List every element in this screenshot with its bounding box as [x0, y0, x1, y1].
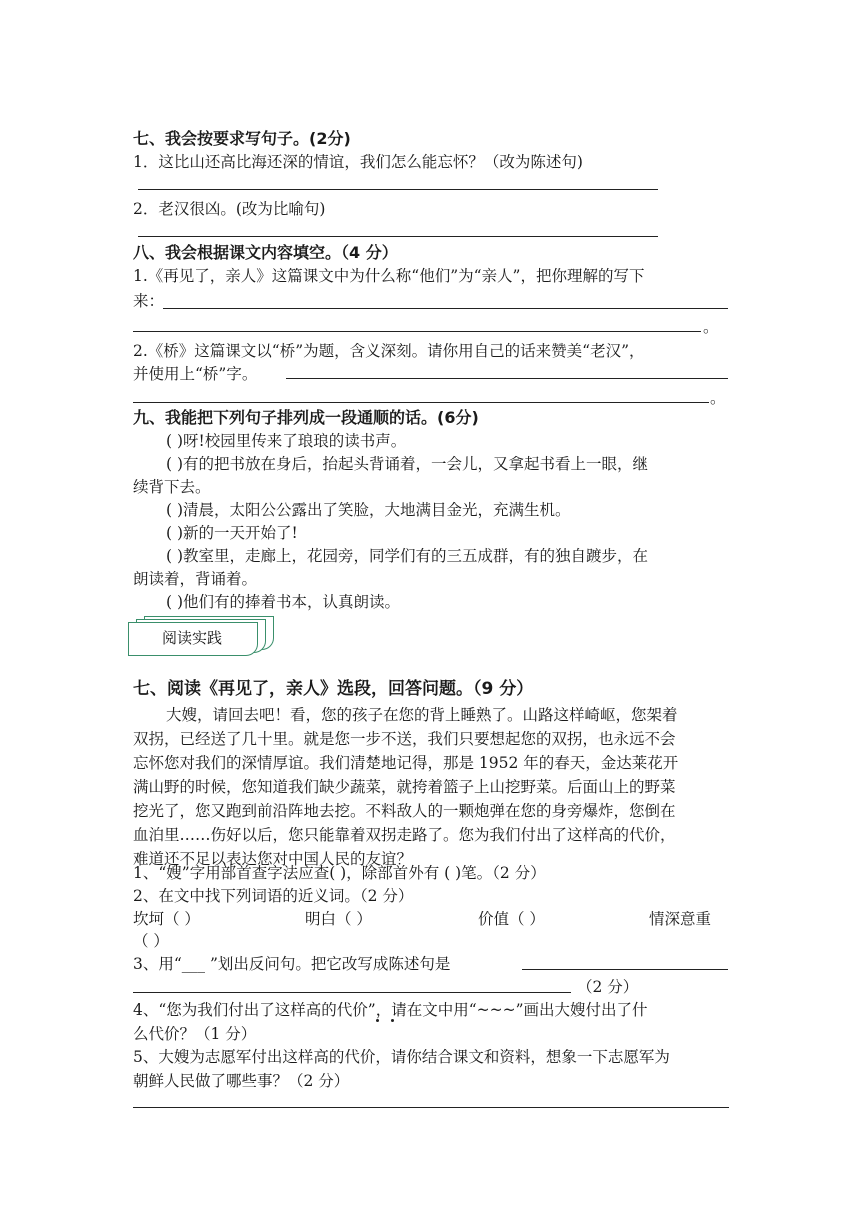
reading-q3-score: （2 分） — [577, 978, 639, 996]
section-8-q1-line1: 1.《再见了，亲人》这篇课文中为什么称“他们”为“亲人”，把你理解的写下 — [133, 267, 645, 285]
answer-line[interactable] — [133, 402, 709, 403]
ordering-item-continuation: 朗读着，背诵着。 — [133, 570, 258, 588]
reading-q4-line2: 么代价？（1 分） — [133, 1025, 257, 1043]
answer-line[interactable] — [133, 1107, 729, 1108]
ordering-item[interactable]: ( )呀!校园里传来了琅琅的读书声。 — [166, 432, 407, 450]
emphasis-dot — [391, 1019, 394, 1022]
reading-q2-word: 价值（ ） — [478, 910, 545, 928]
reading-q2: 2、在文中找下列词语的近义词。（2 分） — [133, 887, 414, 905]
reading-q2-word: 明白（ ） — [305, 910, 372, 928]
reading-q3: 3、用“___ ”划出反问句。把它改写成陈述句是 — [133, 955, 451, 973]
ordering-item[interactable]: ( )新的一天开始了! — [166, 524, 298, 542]
reading-practice-banner — [128, 616, 278, 662]
answer-line[interactable] — [133, 331, 701, 332]
passage-line: 双拐，已经送了几十里。就是您一步不送，我们只要想起您的双拐，也永远不会 — [133, 730, 676, 748]
ordering-item[interactable]: ( )教室里，走廊上，花园旁，同学们有的三五成群，有的独自踱步，在 — [166, 547, 649, 565]
reading-q1: 1、“嫂”字用部首查字法应查( )，除部首外有 ( )笔。（2 分） — [133, 864, 546, 882]
ordering-item-continuation: 续背下去。 — [133, 478, 211, 496]
answer-line[interactable] — [138, 189, 658, 190]
section-7-q1: 1．这比山还高比海还深的情谊，我们怎么能忘怀？（改为陈述句) — [133, 153, 583, 171]
passage-line: 难道还不足以表达您对中国人民的友谊？ — [133, 850, 413, 868]
answer-line[interactable] — [133, 992, 571, 993]
reading-q5-line2: 朝鲜人民做了哪些事？（2 分） — [133, 1072, 350, 1090]
answer-line[interactable] — [522, 969, 728, 970]
passage-line: 大嫂，请回去吧！看，您的孩子在您的背上睡熟了。山路这样崎岖，您架着 — [166, 706, 678, 724]
section-9-heading: 九、我能把下列句子排列成一段通顺的话。(6分) — [133, 408, 479, 427]
ordering-item[interactable]: ( )他们有的捧着书本，认真朗读。 — [166, 593, 401, 611]
section-7-heading: 七、我会按要求写句子。(2分) — [133, 129, 351, 148]
section-8-heading: 八、我会根据课文内容填空。（4 分） — [133, 243, 398, 262]
passage-line: 忘怀您对我们的深情厚谊。我们清楚地记得，那是 1952 年的春天，金达莱花开 — [133, 754, 679, 772]
ordering-item[interactable]: ( )有的把书放在身后，抬起头背诵着，一会儿，又拿起书看上一眼，继 — [166, 455, 649, 473]
reading-q4-line1: 4、“您为我们付出了这样高的代价”，请在文中用“~~~”画出大嫂付出了什 — [133, 1001, 648, 1019]
section-8-q1-end: 。 — [703, 318, 719, 336]
reading-q2-word: 坎坷（ ） — [133, 910, 200, 928]
section-8-q2-line1: 2.《桥》这篇课文以“桥”为题，含义深刻。请你用自己的话来赞美“老汉”， — [133, 342, 645, 360]
ordering-item[interactable]: ( )清晨，太阳公公露出了笑脸，大地满目金光，充满生机。 — [166, 501, 571, 519]
passage-line: 满山野的时候，您知道我们缺少蔬菜，就挎着篮子上山挖野菜。后面山上的野菜 — [133, 778, 676, 796]
answer-line[interactable] — [163, 308, 728, 309]
answer-line[interactable] — [138, 236, 658, 237]
reading-q2-word-blank: （ ） — [133, 932, 169, 950]
reading-q2-word: 情深意重 — [649, 910, 712, 928]
passage-line: 血泊里……伤好以后，您只能靠着双拐走路了。您为我们付出了这样高的代价， — [133, 826, 676, 844]
section-8-q2-end: 。 — [710, 389, 726, 407]
answer-line[interactable] — [286, 378, 728, 379]
section-7-q2: 2．老汉很凶。(改为比喻句) — [133, 200, 326, 218]
passage-line: 挖光了，您又跑到前沿阵地去挖。不料敌人的一颗炮弹在您的身旁爆炸，您倒在 — [133, 802, 676, 820]
section-8-q1-line2: 来： — [133, 292, 165, 310]
section-8-q2-line2: 并使用上“桥”字。 — [133, 365, 258, 383]
banner-label: 阅读实践 — [161, 629, 222, 647]
reading-q5-line1: 5、大嫂为志愿军付出这样高的代价，请你结合课文和资料，想象一下志愿军为 — [133, 1048, 670, 1066]
emphasis-dot — [376, 1019, 379, 1022]
reading-heading: 七、阅读《再见了，亲人》选段，回答问题。（9 分） — [133, 679, 534, 699]
